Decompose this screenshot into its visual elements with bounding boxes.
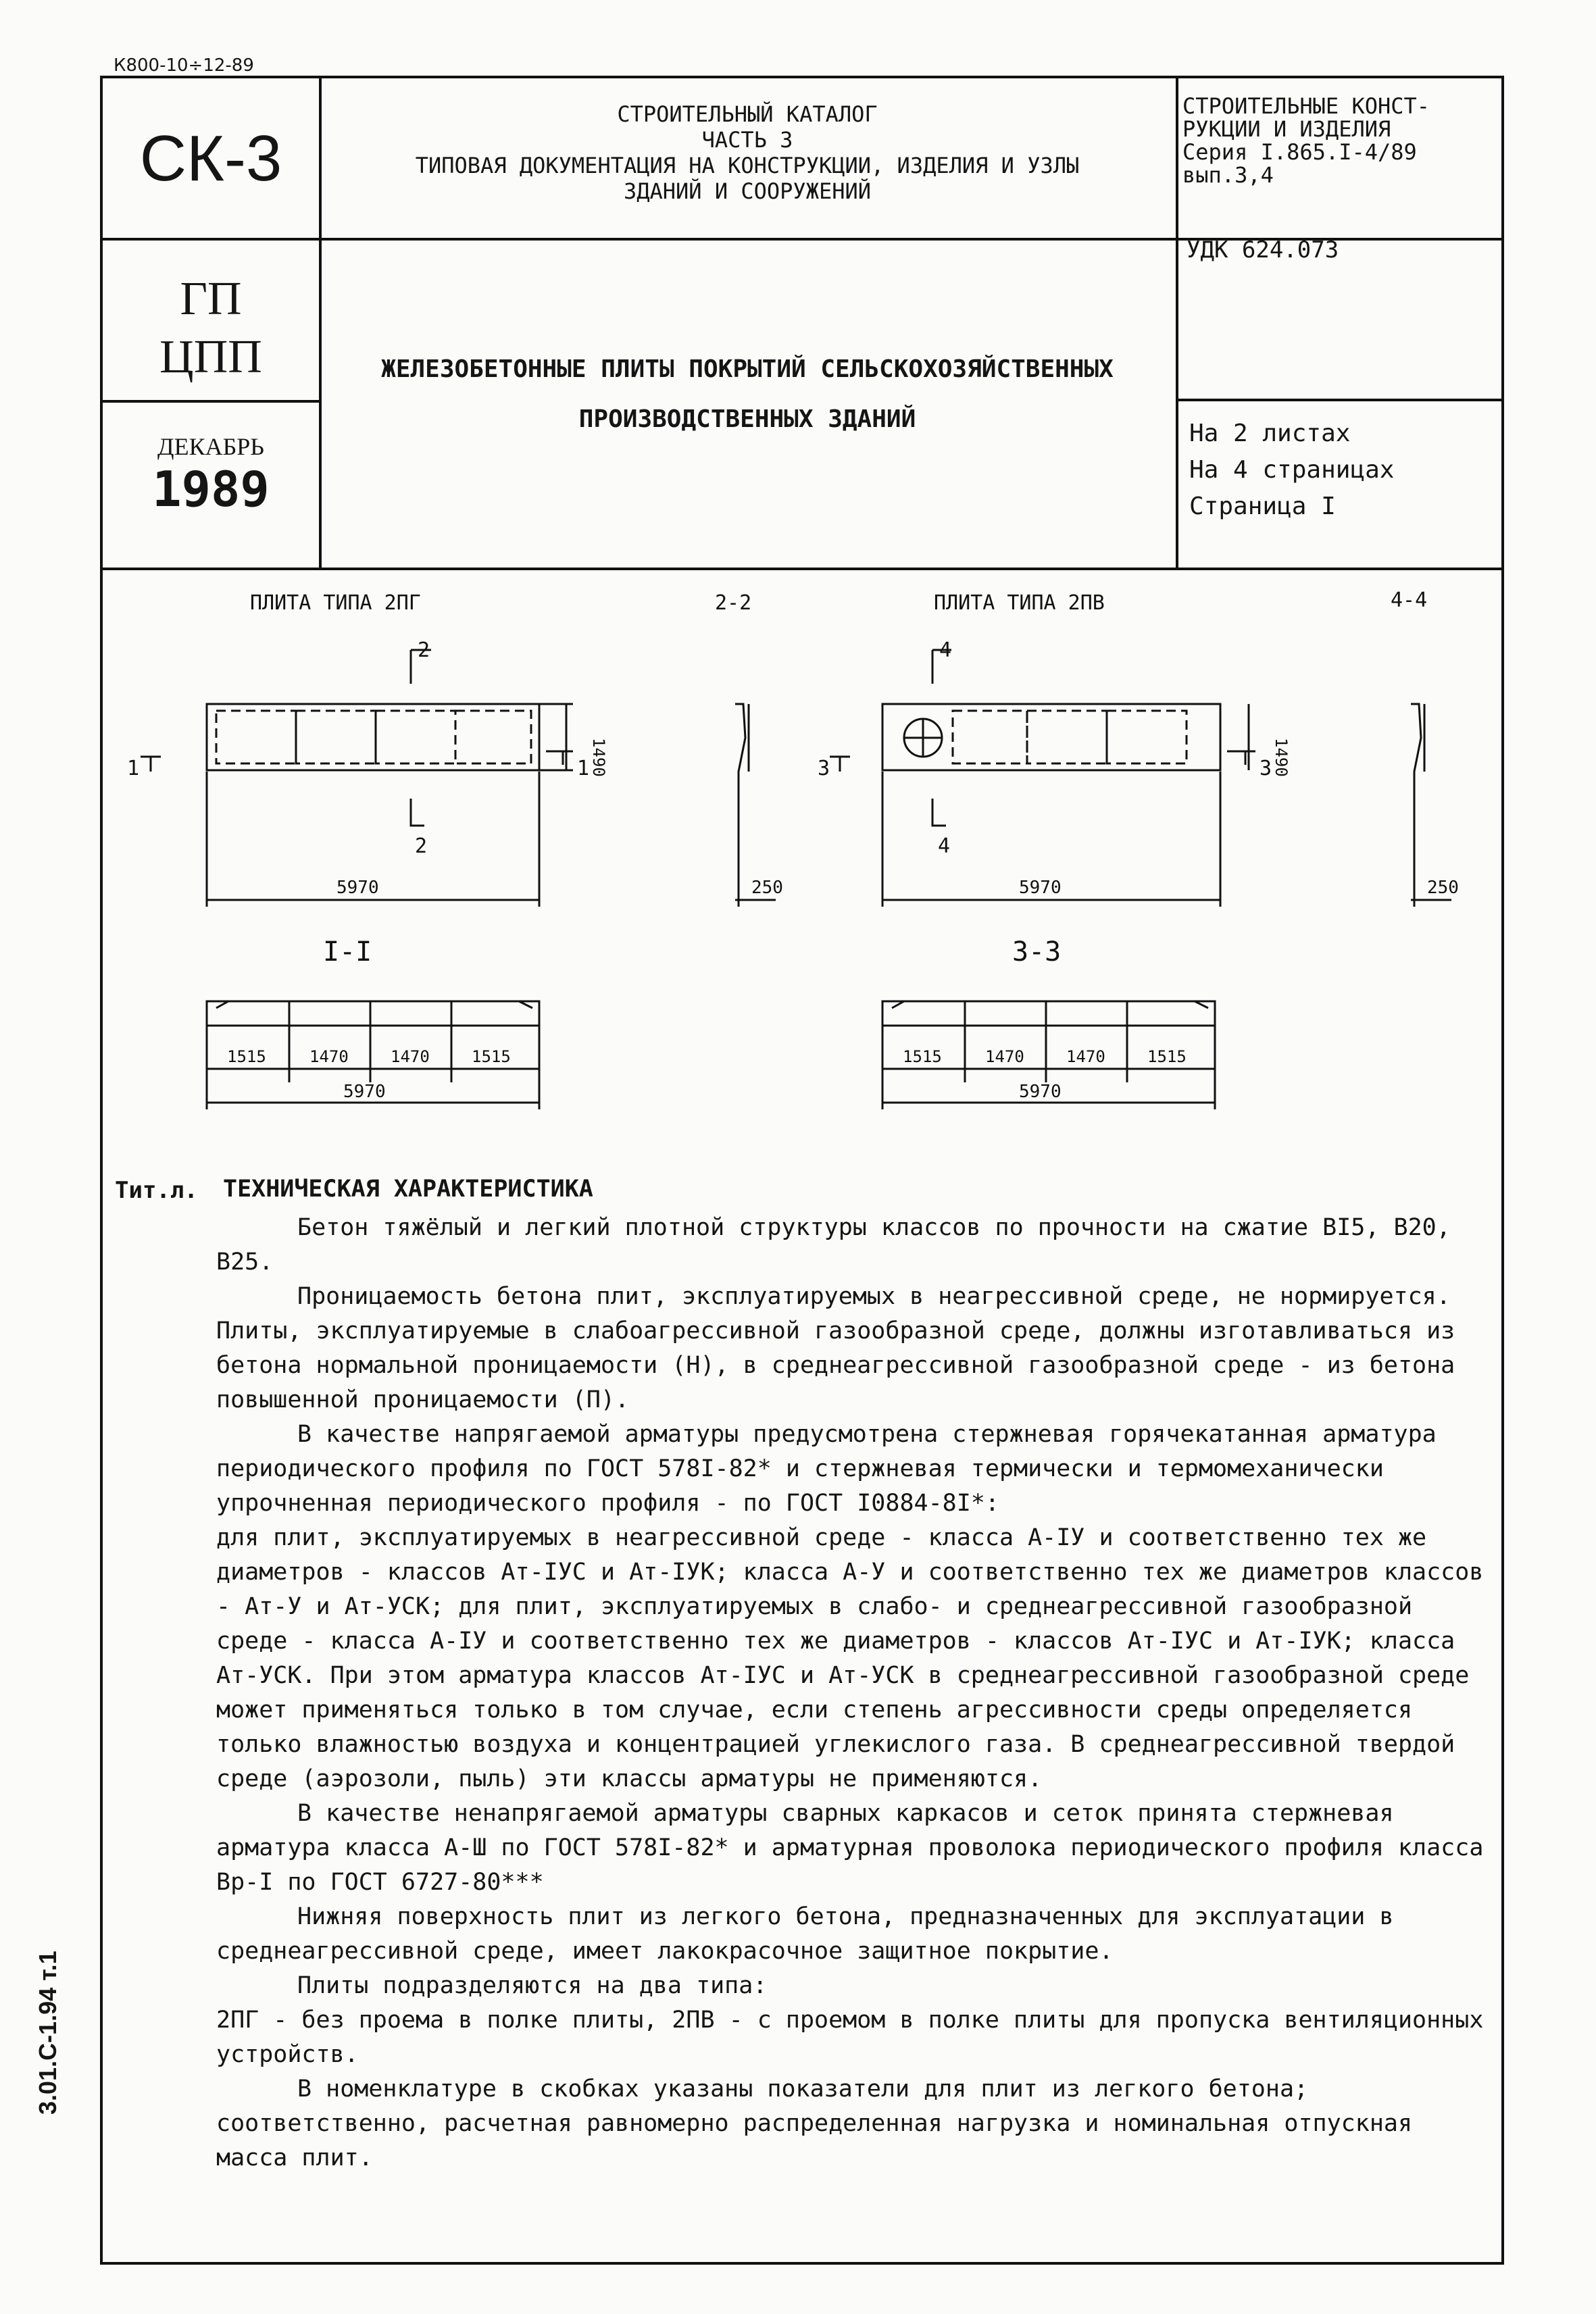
cut-label-4-bottom: 4	[938, 834, 951, 858]
plate-2pv-title: ПЛИТА ТИПА 2ПВ	[934, 591, 1105, 615]
rib-cell	[216, 711, 296, 763]
cut-mark-4-bottom	[932, 799, 946, 826]
side-code: 3.01.С-1.94 т.1	[34, 1951, 61, 2115]
width-dim-2pv: 1490	[1272, 738, 1291, 777]
page-number: Страница I	[1189, 493, 1336, 520]
plate-2pg-outline	[207, 704, 539, 770]
organization	[103, 243, 319, 399]
issue-line: вып.3,4	[1182, 162, 1274, 188]
paragraph: 2ПГ - без проема в полке плиты, 2ПВ - с проемом в полке плиты для пропуска вентиляционных устройств.	[216, 2007, 1484, 2068]
plate-2pg-title: ПЛИТА ТИПА 2ПГ	[250, 591, 421, 615]
length-dim-2pv: 5970	[1019, 878, 1062, 898]
paragraph: В качестве ненапрягаемой арматуры сварных каркасов и сеток принята стержневая арматура класса А-Ш по ГОСТ 578I-82* и арматурная проволока периодического профиля класса Вр-I по ГОСТ 6727-80***	[216, 1800, 1484, 1896]
tech-description	[216, 1211, 1487, 2175]
cut-label-1-right: 1	[577, 757, 590, 780]
span-dim: 1470	[309, 1047, 349, 1066]
span-dim: 1470	[1066, 1047, 1105, 1066]
rib-cell	[1107, 711, 1187, 763]
org-divider	[100, 400, 320, 403]
rib-cell	[376, 711, 455, 763]
paragraph: для плит, эксплуатируемых в неагрессивной среде - класса А-IУ и соответственно тех же диаметров - классов Ат-IУС и Ат-IУК; класса А-У и соответственно тех же диаметров классов - Ат-У и Ат-УСК; для плит, эксплуатируемых в слабо- и среднеагрессивной газообразной среде - класса А-IУ и соответственно тех же диаметров - классов Ат-IУС и Ат-IУК; класса Ат-УСК. При этом арматура классов Ат-IУС и Ат-УСК в среднеагрессивной газообразной среде может применяться только в том случае, если степень агрессивности среды определяется только влажностью воздуха и концентрацией углекислого газа. В среднеагрессивной твердой среде (аэрозоли, пыль) эти классы арматуры не применяются.	[216, 1524, 1484, 1792]
tech-heading: ТЕХНИЧЕСКАЯ ХАРАКТЕРИСТИКА	[223, 1176, 593, 1203]
cut-label-1: 1	[127, 757, 140, 780]
span-dim: 1470	[391, 1047, 430, 1066]
paragraph: В качестве напрягаемой арматуры предусмотрена стержневая горячекатанная арматура периодического профиля по ГОСТ 578I-82* и стержневая термически и термомеханически упрочненная периодического профиля - по ГОСТ I0884-8I*:	[216, 1421, 1437, 1517]
span-dim: 1515	[1147, 1047, 1187, 1066]
org-line-1: ГП	[180, 273, 242, 325]
cut-label-2-bottom: 2	[415, 834, 428, 858]
sheets-divider	[1176, 399, 1504, 401]
section-line-2: РУКЦИИ И ИЗДЕЛИЯ	[1182, 116, 1391, 142]
title-line-1: ЖЕЛЕЗОБЕТОННЫЕ ПЛИТЫ ПОКРЫТИЙ СЕЛЬСКОХОЗЯЙСТВЕННЫХ	[381, 355, 1114, 383]
width-dim-2pg: 1490	[589, 738, 608, 777]
paragraph: В номенклатуре в скобках указаны показатели для плит из легкого бетона; соответственно, расчетная равномерно распределенная нагрузка и номинальная отпускная масса плит.	[216, 2076, 1413, 2171]
rib-cell	[296, 711, 376, 763]
section-1-1-outline	[207, 1001, 539, 1026]
paragraph: Плиты подразделяются на два типа:	[297, 1972, 768, 1999]
rib-cell	[455, 711, 531, 763]
rib-cell	[953, 711, 1027, 763]
org-line-2: ЦПП	[159, 331, 262, 383]
sheets-count: На 2 листах	[1189, 420, 1351, 447]
series-mark: СК-3	[139, 122, 282, 195]
document-title	[322, 345, 1173, 445]
section-4-4-label: 4-4	[1391, 588, 1428, 612]
udk-code: УДК 624.073	[1187, 236, 1339, 263]
total-length-1-1: 5970	[343, 1082, 386, 1102]
document-code: К800-10÷12-89	[114, 55, 254, 76]
rib-cell	[1027, 711, 1107, 763]
cut-mark-3-left	[830, 757, 850, 772]
issue-year: 1989	[152, 461, 270, 518]
catalog-line-4: ЗДАНИЙ И СООРУЖЕНИЙ	[623, 178, 872, 204]
paragraph: Нижняя поверхность плит из легкого бетона, предназначенных для эксплуатации в среднеагрессивной среде, имеет лакокрасочное защитное покрытие.	[216, 1903, 1394, 1965]
title-line-2: ПРОИЗВОДСТВЕННЫХ ЗДАНИЙ	[578, 405, 916, 433]
section-1-1-label: I-I	[323, 936, 372, 967]
title-stamp: Тит.л.	[115, 1177, 198, 1204]
cut-label-4: 4	[939, 638, 952, 662]
span-dim: 1515	[227, 1047, 266, 1066]
cut-label-3: 3	[818, 757, 830, 780]
issue-date	[103, 432, 319, 518]
section-3-3-label: 3-3	[1012, 936, 1062, 967]
cut-mark-2-bottom	[411, 799, 424, 826]
total-length-3-3: 5970	[1019, 1082, 1062, 1102]
section-2-2	[735, 704, 749, 907]
series-line: Серия I.865.I-4/89	[1182, 139, 1417, 165]
section-line-1: СТРОИТЕЛЬНЫЕ КОНСТ-	[1182, 93, 1430, 119]
cut-mark-3-right	[1227, 751, 1255, 765]
pages-count: На 4 страницах	[1189, 456, 1395, 484]
cut-mark-1-left	[141, 757, 161, 772]
catalog-line-1: СТРОИТЕЛЬНЫЙ КАТАЛОГ	[617, 101, 878, 127]
catalog-title	[322, 101, 1173, 204]
cut-mark-1-right	[546, 751, 573, 765]
span-dim: 1470	[985, 1047, 1024, 1066]
plate-drawings	[100, 569, 1504, 1163]
height-dim-2-2: 250	[751, 878, 783, 898]
length-dim-2pg: 5970	[336, 878, 379, 898]
right-column-divider	[1176, 76, 1178, 569]
cut-label-3-right: 3	[1260, 757, 1272, 780]
sheet-info	[1189, 416, 1394, 525]
paragraph: Проницаемость бетона плит, эксплуатируемых в неагрессивной среде, не нормируется. Плиты, эксплуатируемые в слабоагрессивной газообразной среде, должны изготавливаться из бетона нормальной проницаемости (Н), в среднеагрессивной газообразной среде - из бетона повышенной проницаемости (П).	[216, 1283, 1455, 1413]
section-4-4	[1411, 704, 1424, 907]
section-info	[1182, 95, 1430, 186]
section-3-3-outline	[882, 1001, 1215, 1026]
paragraph: Бетон тяжёлый и легкий плотной структуры классов по прочности на сжатие BI5, B20, B25.	[216, 1214, 1451, 1276]
span-dim: 1515	[903, 1047, 942, 1066]
issue-month: ДЕКАБРЬ	[157, 433, 264, 460]
cut-label-2: 2	[418, 638, 430, 662]
catalog-line-3: ТИПОВАЯ ДОКУМЕНТАЦИЯ НА КОНСТРУКЦИИ, ИЗДЕЛИЯ И УЗЛЫ	[415, 153, 1080, 178]
span-dim: 1515	[472, 1047, 511, 1066]
catalog-line-2: ЧАСТЬ 3	[701, 127, 793, 153]
height-dim-4-4: 250	[1427, 878, 1459, 898]
section-2-2-label: 2-2	[715, 591, 752, 615]
